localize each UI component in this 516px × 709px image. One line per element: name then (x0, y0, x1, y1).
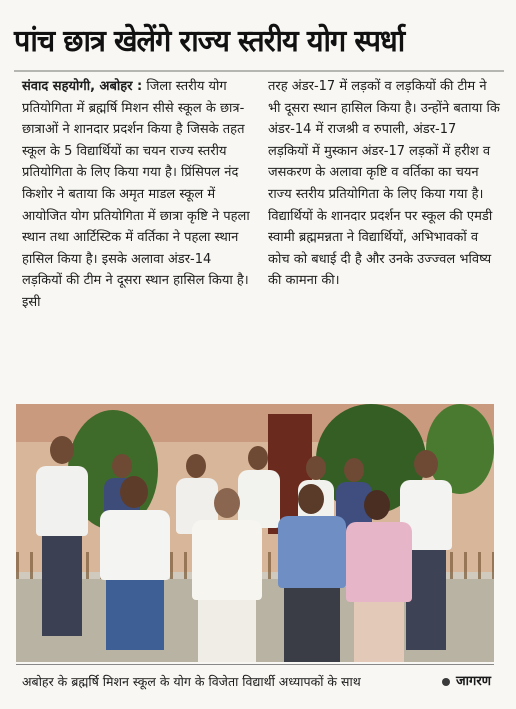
group-photo (16, 404, 494, 662)
dateline: संवाद सहयोगी, अबोहर : (22, 79, 143, 94)
photo-caption-bar (16, 664, 494, 699)
photo-caption: अबोहर के ब्रह्मर्षि मिशन स्कूल के योग के विजेता विद्यार्थी अध्यापकों के साथ (22, 674, 361, 689)
right-column-text: तरह अंडर-17 में लड़कों व लड़कियों की टीम ने भी दूसरा स्थान हासिल किया है। उन्होंने बताया कि अंडर-14 में राजश्री व रुपाली, अंडर-17 लड़कियों में मुस्कान अंडर-17 लड़कों में हरीश व जसकरण के अलावा कृष्टि व वर्तिका का चयन राज्य स्तरीय प्रतियोगिता के लिए किया गया है। विद्यार्थियों के शानदार प्रदर्शन पर स्कूल की एमडी स्वामी ब्रह्ममन्नता ने विद्यार्थियों, अभिभावकों व कोच को बधाई दी है और उनके उज्ज्वल भविष्य की कामना की। (268, 79, 500, 289)
left-column-text: जिला स्तरीय योग प्रतियोगिता में ब्रह्मर्षि मिशन सीसे स्कूल के छात्र-छात्राओं ने शानदार प्रदर्शन किया है जिसके तहत स्कूल के 5 विद्यार्थियों का चयन राज्य स्तरीय प्रतियोगिता के लिए किया गया है। प्रिंसिपल नंद किशोर ने बताया कि अमृत माडल स्कूल में आयोजित योग प्रतियोगिता में छात्रा कृष्टि ने पहला स्थान तथा आर्टिस्टिक में वर्तिका ने पहला स्थान हासिल किया है। इसके अलावा अंडर-14 लड़कियों की टीम ने दूसरा स्थान हासिल किया है। इसी (22, 79, 250, 310)
article-column-left (22, 76, 254, 314)
bullet-dot-icon (442, 678, 450, 686)
newspaper-brand: जागरण (456, 674, 492, 689)
article-column-right (268, 76, 500, 292)
headline-rule (14, 70, 504, 72)
headline: पांच छात्र खेलेंगे राज्य स्तरीय योग स्पर्धा (14, 24, 405, 59)
